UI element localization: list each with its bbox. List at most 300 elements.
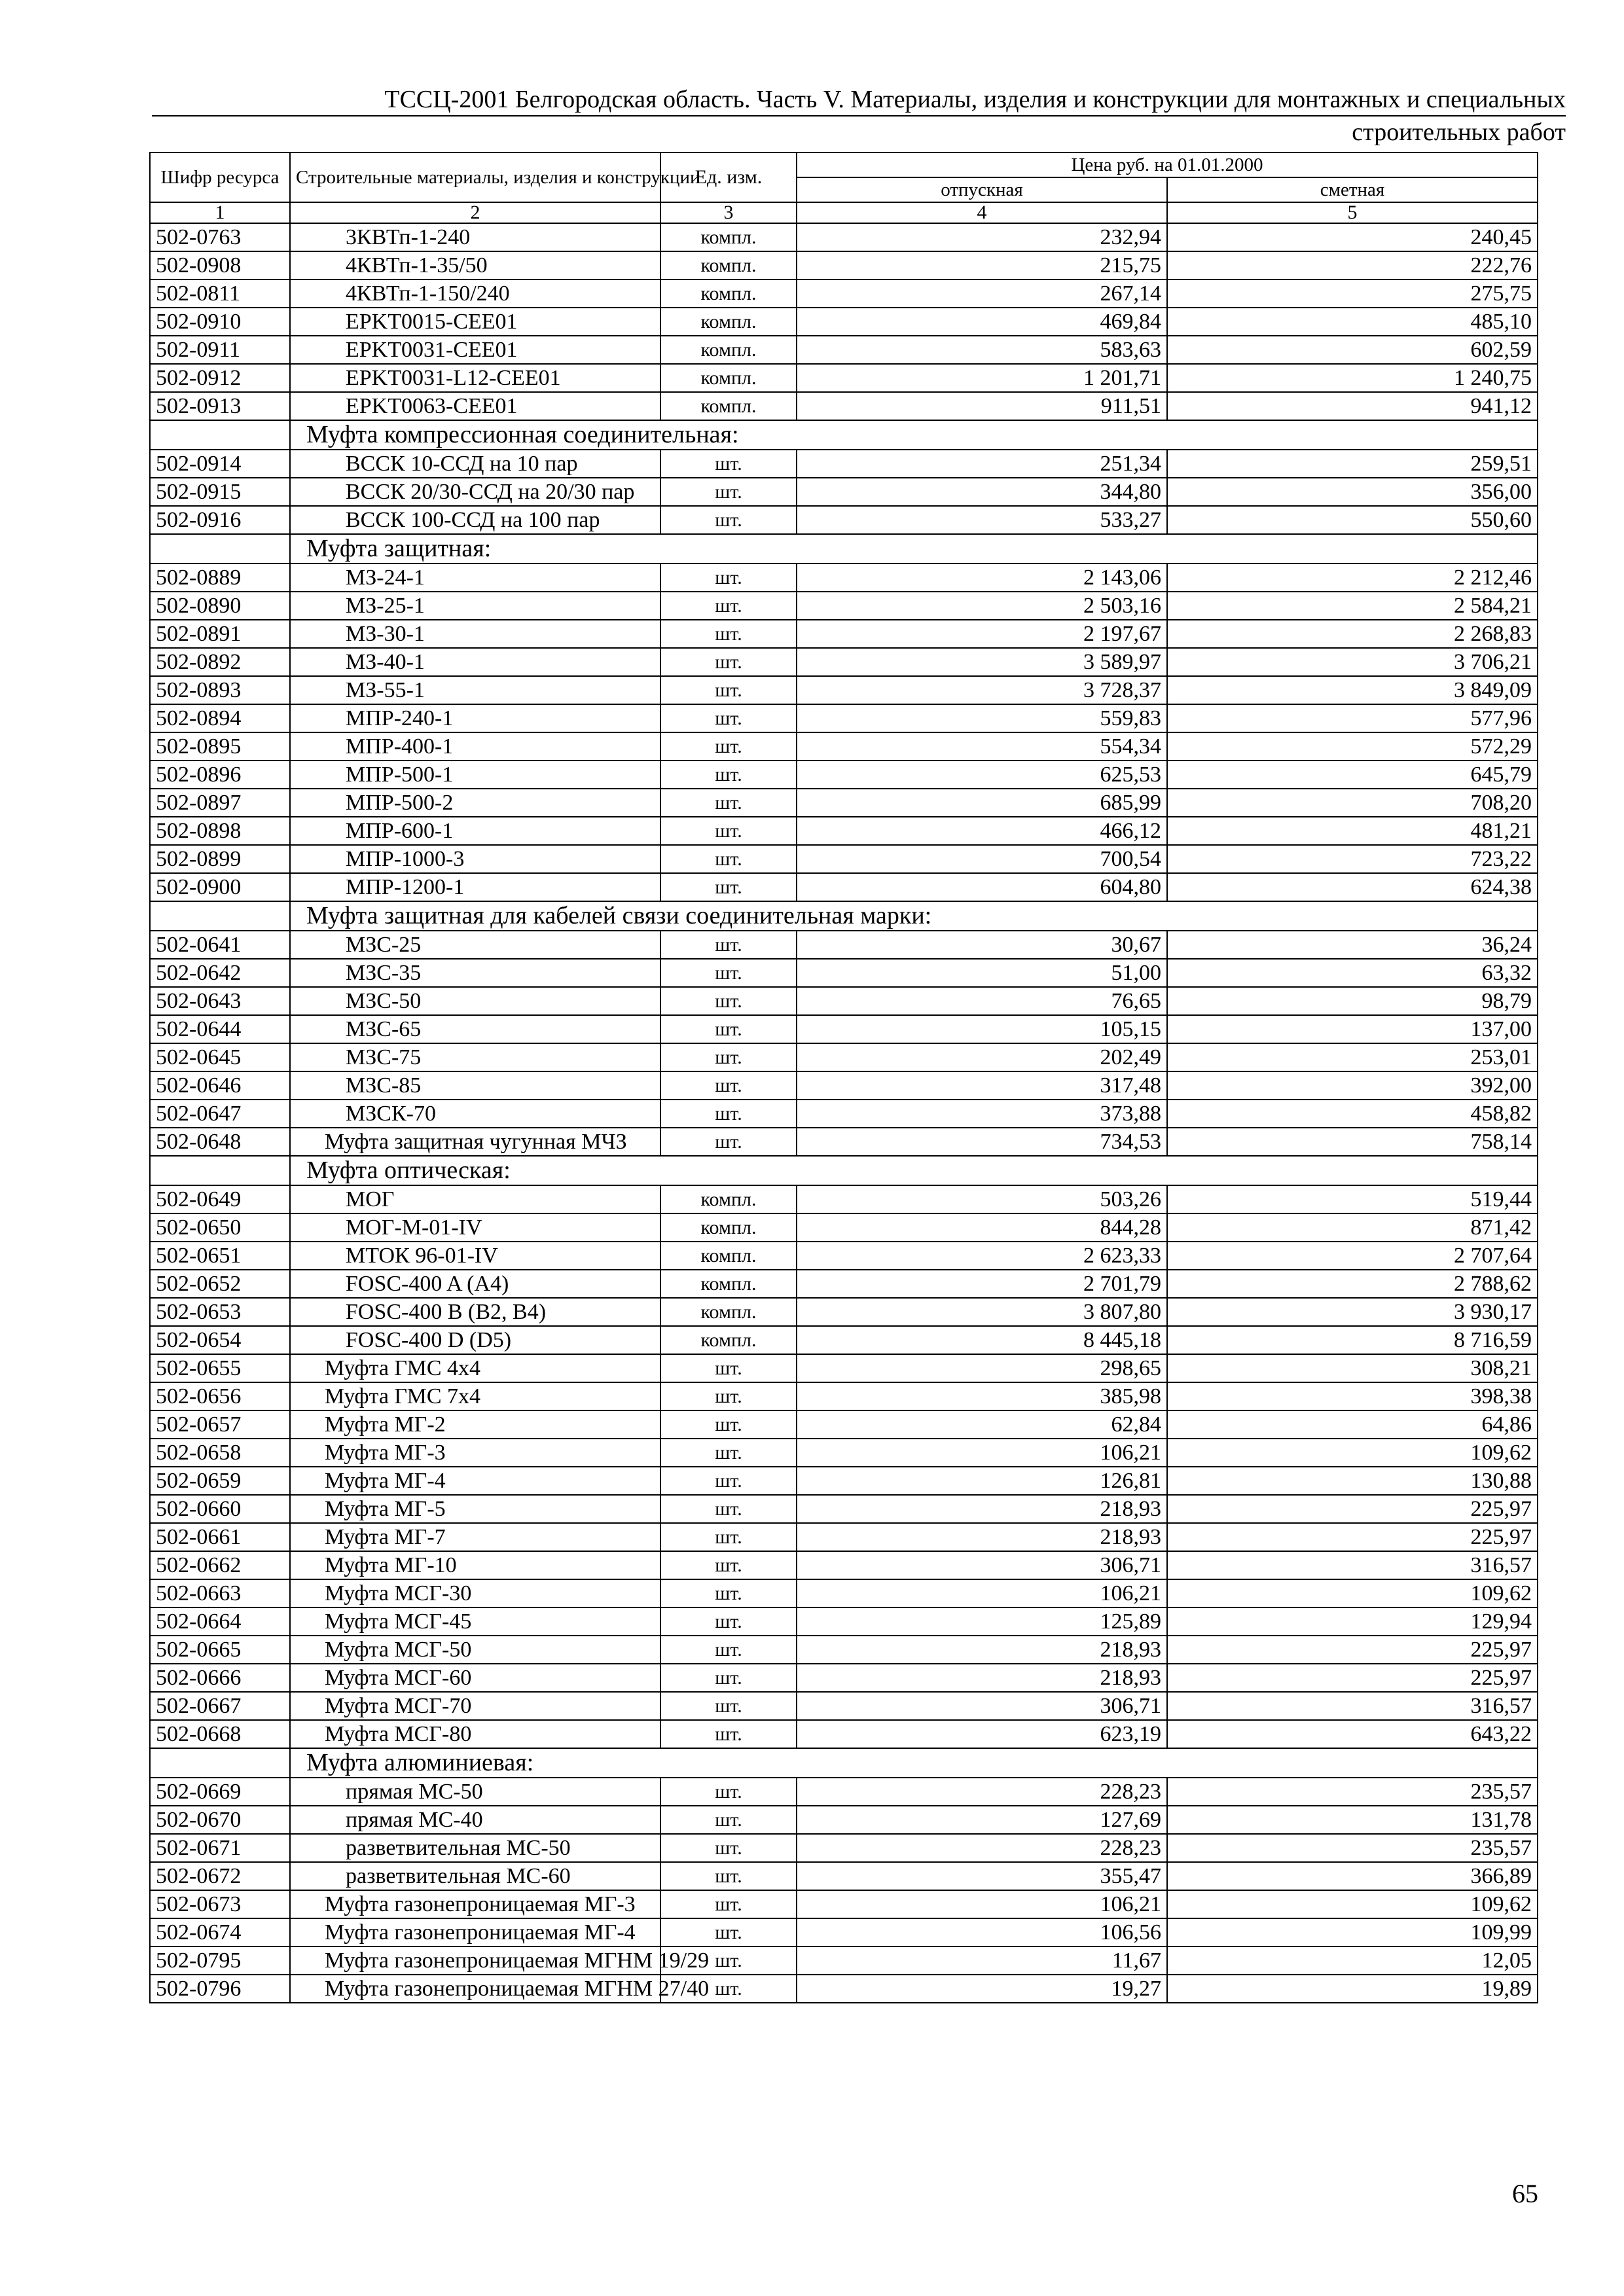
unit: компл.	[660, 1213, 797, 1242]
price-release: 125,89	[797, 1607, 1167, 1636]
price-release: 466,12	[797, 817, 1167, 845]
unit: шт.	[660, 1890, 797, 1918]
price-estimate: 624,38	[1167, 873, 1538, 901]
resource-code: 502-0649	[150, 1185, 290, 1213]
price-estimate: 481,21	[1167, 817, 1538, 845]
unit: шт.	[660, 931, 797, 959]
table-row	[150, 1720, 1538, 1748]
price-estimate: 572,29	[1167, 732, 1538, 761]
material-name: Муфта МГ-10	[290, 1551, 660, 1579]
table-row	[150, 1692, 1538, 1720]
price-release: 344,80	[797, 478, 1167, 506]
price-release: 2 143,06	[797, 564, 1167, 592]
table-row	[150, 1043, 1538, 1071]
resource-code: 502-0892	[150, 648, 290, 676]
table-row	[150, 648, 1538, 676]
material-name: Муфта МСГ-45	[290, 1607, 660, 1636]
material-name: МЗС-85	[290, 1071, 660, 1100]
resource-code: 502-0665	[150, 1636, 290, 1664]
unit: шт.	[660, 959, 797, 987]
price-estimate: 12,05	[1167, 1946, 1538, 1975]
col-header-code: Шифр ресурса	[150, 152, 290, 202]
unit: шт.	[660, 1692, 797, 1720]
resource-code: 502-0642	[150, 959, 290, 987]
material-name: МЗС-75	[290, 1043, 660, 1071]
table-row	[150, 1664, 1538, 1692]
group-label: Муфта алюминиевая:	[290, 1748, 1538, 1778]
unit: шт.	[660, 789, 797, 817]
unit: шт.	[660, 1579, 797, 1607]
price-estimate: 240,45	[1167, 223, 1538, 251]
price-release: 3 589,97	[797, 648, 1167, 676]
price-release: 604,80	[797, 873, 1167, 901]
unit: шт.	[660, 564, 797, 592]
price-estimate: 3 849,09	[1167, 676, 1538, 704]
price-release: 844,28	[797, 1213, 1167, 1242]
price-release: 19,27	[797, 1975, 1167, 2003]
price-estimate: 225,97	[1167, 1636, 1538, 1664]
price-estimate: 225,97	[1167, 1664, 1538, 1692]
material-name: прямая МС-40	[290, 1806, 660, 1834]
material-name: МПР-500-2	[290, 789, 660, 817]
unit: шт.	[660, 1015, 797, 1043]
resource-code: 502-0651	[150, 1242, 290, 1270]
unit: шт.	[660, 1918, 797, 1946]
resource-code: 502-0663	[150, 1579, 290, 1607]
col-number-5: 5	[1167, 202, 1538, 223]
resource-code: 502-0669	[150, 1778, 290, 1806]
unit: шт.	[660, 1410, 797, 1439]
material-name: FOSC-400 D (D5)	[290, 1326, 660, 1354]
price-release: 2 701,79	[797, 1270, 1167, 1298]
resource-code: 502-0890	[150, 592, 290, 620]
unit: шт.	[660, 845, 797, 873]
unit: шт.	[660, 987, 797, 1015]
price-release: 625,53	[797, 761, 1167, 789]
material-name: Муфта газонепроницаемая МГ-3	[290, 1890, 660, 1918]
material-name: Муфта МГ-3	[290, 1439, 660, 1467]
table-row	[150, 1410, 1538, 1439]
table-row	[150, 279, 1538, 308]
table-row	[150, 1354, 1538, 1382]
material-name: МЗ-24-1	[290, 564, 660, 592]
resource-code: 502-0660	[150, 1495, 290, 1523]
table-row	[150, 987, 1538, 1015]
table-row	[150, 1806, 1538, 1834]
material-name: разветвительная МС-60	[290, 1862, 660, 1890]
resource-code: 502-0811	[150, 279, 290, 308]
price-estimate: 109,62	[1167, 1890, 1538, 1918]
price-estimate: 137,00	[1167, 1015, 1538, 1043]
material-name: разветвительная МС-50	[290, 1834, 660, 1862]
unit: компл.	[660, 364, 797, 392]
material-name: Муфта МГ-5	[290, 1495, 660, 1523]
price-estimate: 63,32	[1167, 959, 1538, 987]
page-number: 65	[1512, 2179, 1538, 2208]
price-estimate: 643,22	[1167, 1720, 1538, 1748]
resource-code: 502-0664	[150, 1607, 290, 1636]
resource-code: 502-0673	[150, 1890, 290, 1918]
resource-code: 502-0894	[150, 704, 290, 732]
table-row	[150, 478, 1538, 506]
resource-code: 502-0899	[150, 845, 290, 873]
resource-code: 502-0898	[150, 817, 290, 845]
table-row	[150, 364, 1538, 392]
resource-code: 502-0646	[150, 1071, 290, 1100]
unit: шт.	[660, 1778, 797, 1806]
material-name: ВССК 10-ССД на 10 пар	[290, 450, 660, 478]
table-row	[150, 1495, 1538, 1523]
material-name: Муфта МГ-2	[290, 1410, 660, 1439]
price-release: 232,94	[797, 223, 1167, 251]
group-label: Муфта защитная для кабелей связи соединительная марки:	[290, 901, 1538, 931]
material-name: МПР-1200-1	[290, 873, 660, 901]
resource-code: 502-0641	[150, 931, 290, 959]
price-estimate: 225,97	[1167, 1523, 1538, 1551]
group-code-cell	[150, 1156, 290, 1185]
price-release: 76,65	[797, 987, 1167, 1015]
unit: шт.	[660, 1382, 797, 1410]
resource-code: 502-0648	[150, 1128, 290, 1156]
table-row	[150, 1242, 1538, 1270]
resource-code: 502-0672	[150, 1862, 290, 1890]
price-release: 218,93	[797, 1664, 1167, 1692]
table-row	[150, 676, 1538, 704]
resource-code: 502-0763	[150, 223, 290, 251]
unit: компл.	[660, 279, 797, 308]
price-release: 685,99	[797, 789, 1167, 817]
resource-code: 502-0668	[150, 1720, 290, 1748]
price-release: 106,21	[797, 1890, 1167, 1918]
unit: компл.	[660, 1326, 797, 1354]
table-row	[150, 873, 1538, 901]
price-estimate: 519,44	[1167, 1185, 1538, 1213]
unit: шт.	[660, 1100, 797, 1128]
unit: компл.	[660, 251, 797, 279]
material-name: прямая МС-50	[290, 1778, 660, 1806]
resource-code: 502-0916	[150, 506, 290, 534]
resource-code: 502-0657	[150, 1410, 290, 1439]
material-name: Муфта МГ-7	[290, 1523, 660, 1551]
material-name: FOSC-400 B (B2, B4)	[290, 1298, 660, 1326]
resource-code: 502-0666	[150, 1664, 290, 1692]
table-row	[150, 959, 1538, 987]
unit: компл.	[660, 336, 797, 364]
price-release: 51,00	[797, 959, 1167, 987]
price-estimate: 2 268,83	[1167, 620, 1538, 648]
table-row	[150, 789, 1538, 817]
price-estimate: 2 584,21	[1167, 592, 1538, 620]
material-name: Муфта ГМС 4х4	[290, 1354, 660, 1382]
material-name: Муфта газонепроницаемая МГ-4	[290, 1918, 660, 1946]
col-number-3: 3	[660, 202, 797, 223]
material-name: МПР-240-1	[290, 704, 660, 732]
material-name: МЗСК-70	[290, 1100, 660, 1128]
col-number-4: 4	[797, 202, 1167, 223]
material-name: МЗ-25-1	[290, 592, 660, 620]
material-name: ВССК 20/30-ССД на 20/30 пар	[290, 478, 660, 506]
col-header-unit: Ед. изм.	[660, 152, 797, 202]
table-row	[150, 1918, 1538, 1946]
group-code-cell	[150, 534, 290, 564]
price-estimate: 130,88	[1167, 1467, 1538, 1495]
price-estimate: 645,79	[1167, 761, 1538, 789]
material-name: ВССК 100-ССД на 100 пар	[290, 506, 660, 534]
material-name: 3КВТп-1-240	[290, 223, 660, 251]
material-name: EPKT0015-CEE01	[290, 308, 660, 336]
table-row	[150, 592, 1538, 620]
col-header-price-estimate: сметная	[1167, 177, 1538, 202]
table-row	[150, 251, 1538, 279]
price-release: 554,34	[797, 732, 1167, 761]
price-release: 202,49	[797, 1043, 1167, 1071]
price-release: 306,71	[797, 1692, 1167, 1720]
resource-code: 502-0654	[150, 1326, 290, 1354]
material-name: Муфта МСГ-50	[290, 1636, 660, 1664]
material-name: Муфта МСГ-30	[290, 1579, 660, 1607]
price-estimate: 235,57	[1167, 1834, 1538, 1862]
material-name: МПР-400-1	[290, 732, 660, 761]
price-estimate: 458,82	[1167, 1100, 1538, 1128]
price-release: 218,93	[797, 1636, 1167, 1664]
resource-code: 502-0671	[150, 1834, 290, 1862]
material-name: МПР-500-1	[290, 761, 660, 789]
unit: шт.	[660, 1946, 797, 1975]
price-release: 267,14	[797, 279, 1167, 308]
unit: шт.	[660, 761, 797, 789]
material-name: EPKT0031-L12-CEE01	[290, 364, 660, 392]
price-estimate: 392,00	[1167, 1071, 1538, 1100]
price-release: 8 445,18	[797, 1326, 1167, 1354]
material-name: МОГ	[290, 1185, 660, 1213]
resource-code: 502-0889	[150, 564, 290, 592]
price-estimate: 577,96	[1167, 704, 1538, 732]
table-row	[150, 1975, 1538, 2003]
price-estimate: 275,75	[1167, 279, 1538, 308]
group-label: Муфта защитная:	[290, 534, 1538, 564]
price-estimate: 109,62	[1167, 1579, 1538, 1607]
unit: шт.	[660, 1636, 797, 1664]
material-name: Муфта МСГ-80	[290, 1720, 660, 1748]
resource-code: 502-0659	[150, 1467, 290, 1495]
price-release: 700,54	[797, 845, 1167, 873]
price-release: 623,19	[797, 1720, 1167, 1748]
price-release: 559,83	[797, 704, 1167, 732]
unit: шт.	[660, 1862, 797, 1890]
resource-code: 502-0656	[150, 1382, 290, 1410]
table-row	[150, 450, 1538, 478]
table-row	[150, 506, 1538, 534]
unit: шт.	[660, 1975, 797, 2003]
table-row	[150, 1467, 1538, 1495]
header-line-1: ТССЦ-2001 Белгородская область. Часть V. Материалы, изделия и конструкции для монтажных и специальных	[152, 84, 1566, 117]
price-release: 106,56	[797, 1918, 1167, 1946]
price-release: 317,48	[797, 1071, 1167, 1100]
group-row	[150, 1748, 1538, 1778]
price-table	[149, 152, 1538, 2003]
resource-code: 502-0650	[150, 1213, 290, 1242]
price-estimate: 109,62	[1167, 1439, 1538, 1467]
table-row	[150, 1439, 1538, 1467]
unit: компл.	[660, 308, 797, 336]
table-row	[150, 732, 1538, 761]
unit: шт.	[660, 1551, 797, 1579]
unit: шт.	[660, 1607, 797, 1636]
unit: шт.	[660, 1834, 797, 1862]
price-estimate: 308,21	[1167, 1354, 1538, 1382]
resource-code: 502-0891	[150, 620, 290, 648]
col-header-price-release: отпускная	[797, 177, 1167, 202]
col-number-1: 1	[150, 202, 290, 223]
price-estimate: 723,22	[1167, 845, 1538, 873]
resource-code: 502-0893	[150, 676, 290, 704]
resource-code: 502-0653	[150, 1298, 290, 1326]
resource-code: 502-0895	[150, 732, 290, 761]
material-name: МЗС-35	[290, 959, 660, 987]
unit: шт.	[660, 1720, 797, 1748]
resource-code: 502-0670	[150, 1806, 290, 1834]
price-release: 3 807,80	[797, 1298, 1167, 1326]
resource-code: 502-0910	[150, 308, 290, 336]
material-name: Муфта МСГ-70	[290, 1692, 660, 1720]
price-estimate: 2 212,46	[1167, 564, 1538, 592]
price-release: 503,26	[797, 1185, 1167, 1213]
price-release: 734,53	[797, 1128, 1167, 1156]
unit: компл.	[660, 223, 797, 251]
price-estimate: 602,59	[1167, 336, 1538, 364]
material-name: МПР-600-1	[290, 817, 660, 845]
group-code-cell	[150, 1748, 290, 1778]
price-release: 127,69	[797, 1806, 1167, 1834]
table-row	[150, 564, 1538, 592]
price-estimate: 253,01	[1167, 1043, 1538, 1071]
resource-code: 502-0647	[150, 1100, 290, 1128]
unit: компл.	[660, 392, 797, 420]
table-row	[150, 817, 1538, 845]
unit: шт.	[660, 478, 797, 506]
unit: шт.	[660, 676, 797, 704]
resource-code: 502-0655	[150, 1354, 290, 1382]
unit: компл.	[660, 1270, 797, 1298]
material-name: 4КВТп-1-150/240	[290, 279, 660, 308]
material-name: EPKT0031-CEE01	[290, 336, 660, 364]
price-estimate: 235,57	[1167, 1778, 1538, 1806]
material-name: МЗ-40-1	[290, 648, 660, 676]
table-row	[150, 704, 1538, 732]
price-release: 3 728,37	[797, 676, 1167, 704]
table-row	[150, 1579, 1538, 1607]
price-estimate: 871,42	[1167, 1213, 1538, 1242]
unit: шт.	[660, 592, 797, 620]
price-estimate: 2 707,64	[1167, 1242, 1538, 1270]
price-estimate: 98,79	[1167, 987, 1538, 1015]
price-release: 106,21	[797, 1439, 1167, 1467]
unit: компл.	[660, 1298, 797, 1326]
resource-code: 502-0911	[150, 336, 290, 364]
price-estimate: 941,12	[1167, 392, 1538, 420]
price-release: 469,84	[797, 308, 1167, 336]
resource-code: 502-0908	[150, 251, 290, 279]
table-row	[150, 1128, 1538, 1156]
group-row	[150, 901, 1538, 931]
price-release: 105,15	[797, 1015, 1167, 1043]
price-release: 126,81	[797, 1467, 1167, 1495]
material-name: Муфта защитная чугунная МЧЗ	[290, 1128, 660, 1156]
unit: шт.	[660, 1071, 797, 1100]
table-row	[150, 1326, 1538, 1354]
resource-code: 502-0645	[150, 1043, 290, 1071]
price-release: 355,47	[797, 1862, 1167, 1890]
price-estimate: 131,78	[1167, 1806, 1538, 1834]
price-release: 218,93	[797, 1523, 1167, 1551]
price-release: 2 623,33	[797, 1242, 1167, 1270]
resource-code: 502-0796	[150, 1975, 290, 2003]
price-release: 228,23	[797, 1778, 1167, 1806]
table-row	[150, 1862, 1538, 1890]
unit: шт.	[660, 732, 797, 761]
price-release: 62,84	[797, 1410, 1167, 1439]
price-estimate: 3 706,21	[1167, 648, 1538, 676]
resource-code: 502-0644	[150, 1015, 290, 1043]
price-release: 306,71	[797, 1551, 1167, 1579]
price-release: 218,93	[797, 1495, 1167, 1523]
price-estimate: 64,86	[1167, 1410, 1538, 1439]
price-release: 228,23	[797, 1834, 1167, 1862]
table-row	[150, 845, 1538, 873]
table-row	[150, 1382, 1538, 1410]
resource-code: 502-0900	[150, 873, 290, 901]
table-row	[150, 1523, 1538, 1551]
col-header-price-group: Цена руб. на 01.01.2000	[797, 152, 1538, 177]
unit: компл.	[660, 1185, 797, 1213]
table-row	[150, 1946, 1538, 1975]
price-release: 1 201,71	[797, 364, 1167, 392]
material-name: МЗС-25	[290, 931, 660, 959]
table-row	[150, 223, 1538, 251]
price-estimate: 36,24	[1167, 931, 1538, 959]
header-line-2: строительных работ	[1352, 118, 1566, 146]
price-release: 385,98	[797, 1382, 1167, 1410]
price-estimate: 222,76	[1167, 251, 1538, 279]
table-row	[150, 1213, 1538, 1242]
table-row	[150, 1551, 1538, 1579]
table-row	[150, 308, 1538, 336]
price-estimate: 109,99	[1167, 1918, 1538, 1946]
resource-code: 502-0795	[150, 1946, 290, 1975]
material-name: Муфта газонепроницаемая МГНМ 19/29	[290, 1946, 660, 1975]
price-release: 2 197,67	[797, 620, 1167, 648]
unit: шт.	[660, 1354, 797, 1382]
price-estimate: 225,97	[1167, 1495, 1538, 1523]
resource-code: 502-0896	[150, 761, 290, 789]
price-estimate: 1 240,75	[1167, 364, 1538, 392]
unit: шт.	[660, 1128, 797, 1156]
resource-code: 502-0897	[150, 789, 290, 817]
table-row	[150, 1607, 1538, 1636]
material-name: Муфта МГ-4	[290, 1467, 660, 1495]
resource-code: 502-0915	[150, 478, 290, 506]
price-estimate: 550,60	[1167, 506, 1538, 534]
resource-code: 502-0661	[150, 1523, 290, 1551]
price-release: 215,75	[797, 251, 1167, 279]
unit: шт.	[660, 506, 797, 534]
resource-code: 502-0667	[150, 1692, 290, 1720]
price-estimate: 398,38	[1167, 1382, 1538, 1410]
table-row	[150, 1185, 1538, 1213]
group-row	[150, 420, 1538, 450]
unit: шт.	[660, 817, 797, 845]
price-release: 251,34	[797, 450, 1167, 478]
